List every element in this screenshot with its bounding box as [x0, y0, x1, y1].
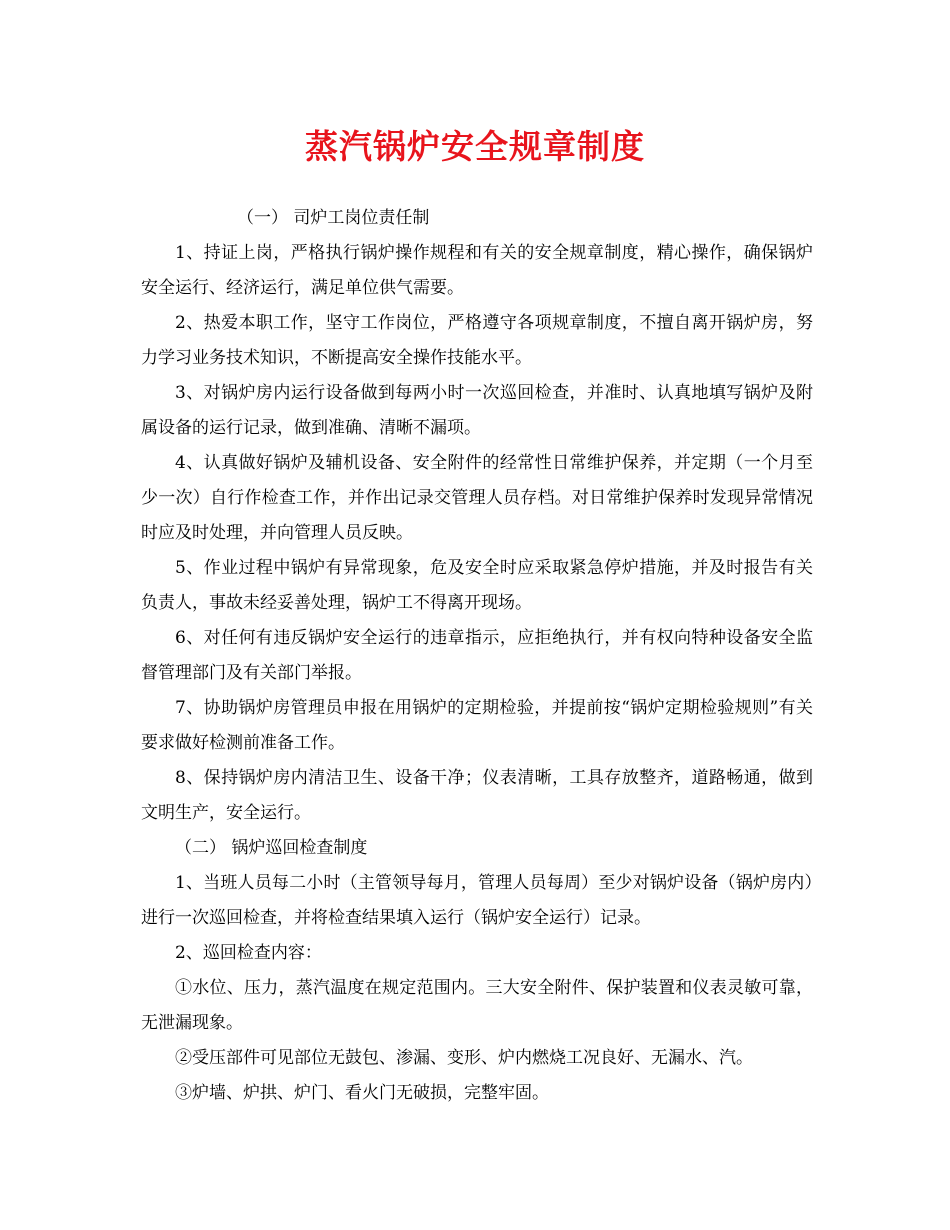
- paragraph: 2、热爱本职工作，坚守工作岗位，严格遵守各项规章制度，不擅自离开锅炉房，努力学习业务技术知识，不断提高安全操作技能水平。: [141, 313, 813, 368]
- paragraph: 1、持证上岗，严格执行锅炉操作规程和有关的安全规章制度，精心操作，确保锅炉安全运行、经济运行，满足单位供气需要。: [141, 243, 813, 298]
- paragraph: ③炉墙、炉拱、炉门、看火门无破损，完整牢固。: [175, 1083, 549, 1103]
- paragraph: 7、协助锅炉房管理员申报在用锅炉的定期检验，并提前按“锅炉定期检验规则”有关要求做好检测前准备工作。: [141, 698, 813, 753]
- paragraph: 6、对任何有违反锅炉安全运行的违章指示，应拒绝执行，并有权向特种设备安全监督管理部门及有关部门举报。: [141, 628, 813, 683]
- paragraph: 4、认真做好锅炉及辅机设备、安全附件的经常性日常维护保养，并定期（一个月至少一次）自行作检查工作，并作出记录交管理人员存档。对日常维护保养时发现异常情况时应及时处理，并向管理人员反映。: [141, 453, 813, 543]
- paragraph: 5、作业过程中锅炉有异常现象，危及安全时应采取紧急停炉措施，并及时报告有关负责人，事故未经妥善处理，锅炉工不得离开现场。: [141, 558, 813, 613]
- paragraph: ②受压部件可见部位无鼓包、渗漏、变形、炉内燃烧工况良好、无漏水、汽。: [175, 1048, 753, 1068]
- paragraph: 8、保持锅炉房内清洁卫生、设备干净；仪表清晰，工具存放整齐，道路畅通，做到文明生产，安全运行。: [141, 768, 813, 823]
- document-body: [141, 201, 813, 1111]
- section-heading-1: （一） 司炉工岗位责任制: [237, 208, 430, 228]
- paragraph: 1、当班人员每二小时（主管领导每月，管理人员每周）至少对锅炉设备（锅炉房内）进行一次巡回检查，并将检查结果填入运行（锅炉安全运行）记录。: [141, 873, 813, 928]
- paragraph: 2、巡回检查内容：: [175, 943, 322, 963]
- paragraph: 3、对锅炉房内运行设备做到每两小时一次巡回检查，并准时、认真地填写锅炉及附属设备的运行记录，做到准确、清晰不漏项。: [141, 383, 813, 438]
- section-heading-2: （二） 锅炉巡回检查制度: [175, 838, 368, 858]
- paragraph: ①水位、压力，蒸汽温度在规定范围内。三大安全附件、保护装置和仪表灵敏可靠，无泄漏现象。: [141, 978, 813, 1033]
- document-title: 蒸汽锅炉安全规章制度: [305, 127, 645, 166]
